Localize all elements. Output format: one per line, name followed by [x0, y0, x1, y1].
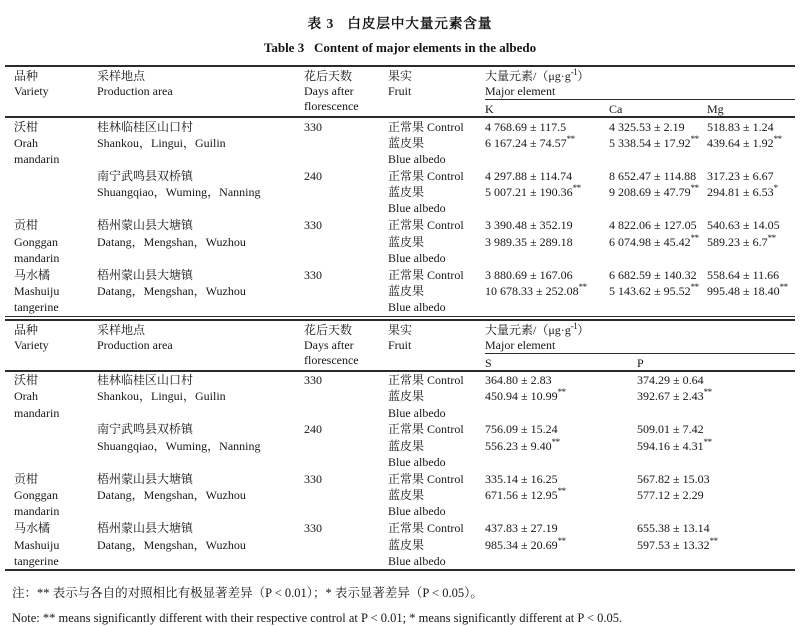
col-header-major-element: [485, 66, 795, 100]
table-row: [5, 421, 795, 438]
value-cell: 995.48 ± 18.40**: [707, 281, 788, 298]
value-cell: 577.12 ± 2.29: [637, 488, 704, 503]
value-cell: 6 682.59 ± 140.32: [609, 267, 697, 282]
value-cell: 594.16 ± 4.31**: [637, 436, 712, 453]
col-header-fruit-en: Fruit: [388, 84, 412, 98]
variety-zh: 贡柑: [14, 471, 39, 486]
variety-en: Mashuiju: [14, 537, 60, 552]
significance-marker: **: [690, 232, 699, 243]
area-en: Datang，Mengshan，Wuzhou: [97, 283, 246, 298]
col-header-k: K: [485, 100, 609, 118]
col-header-area-zh: 采样地点: [97, 322, 146, 337]
variety-en: Orah: [14, 135, 38, 150]
value-cell-empty: [485, 405, 637, 421]
col-header-area-en: Production area: [97, 84, 173, 98]
value-cell: 5 338.54 ± 17.92**: [609, 133, 699, 150]
col-header-fruit: [388, 320, 485, 371]
col-header-s: S: [485, 353, 637, 371]
variety-zh: 马水橘: [14, 521, 51, 536]
col-header-variety-en: Variety: [14, 337, 49, 352]
value-cell: 374.29 ± 0.64: [637, 373, 704, 388]
value-cell: 597.53 ± 13.32**: [637, 535, 718, 552]
col-header-fruit-en: Fruit: [388, 337, 412, 352]
major-element-unit: 大量元素$/(\mu g\cdot g^{-1})$: [485, 320, 590, 337]
table-row: [5, 167, 795, 184]
fruit-cell: Blue albedo: [388, 405, 446, 420]
variety-en: mandarin: [14, 250, 60, 265]
area-cell: [97, 217, 304, 266]
variety-cell: [5, 520, 97, 570]
col-header-fruit: [388, 66, 485, 117]
table-half-sp: [5, 319, 795, 572]
value-cell-empty: [609, 151, 707, 167]
value-cell: 4 297.88 ± 114.74: [485, 168, 573, 183]
variety-cell: [5, 371, 97, 471]
unit-exponent: -1: [570, 67, 578, 77]
col-header-days-en2: florescence: [304, 99, 359, 113]
area-cell: [97, 167, 304, 216]
days-cell: 330: [304, 471, 322, 486]
col-header-variety-en: Variety: [14, 84, 49, 98]
value-cell: 509.01 ± 7.42: [637, 422, 704, 437]
area-zh: 梧州蒙山县大塘镇: [97, 218, 194, 233]
fruit-cell: Blue albedo: [388, 455, 446, 470]
significance-marker: **: [709, 535, 718, 546]
fruit-cell: 蓝皮果: [388, 438, 425, 453]
significance-marker: **: [703, 387, 712, 398]
table-titles: [0, 0, 800, 56]
value-cell: 317.23 ± 6.67: [707, 168, 774, 183]
value-cell-empty: [637, 553, 795, 570]
value-cell: 439.64 ± 1.92**: [707, 133, 782, 150]
value-cell: 567.82 ± 15.03: [637, 471, 710, 486]
days-cell: 330: [304, 218, 322, 233]
value-cell-empty: [609, 250, 707, 266]
value-cell: 450.94 ± 10.99**: [485, 387, 566, 404]
area-cell: [97, 470, 304, 519]
col-header-ca: Ca: [609, 100, 707, 118]
variety-cell: [5, 117, 97, 217]
value-cell-empty: [485, 200, 609, 216]
col-header-area-en: Production area: [97, 337, 173, 352]
value-cell: 756.09 ± 15.24: [485, 422, 558, 437]
significance-marker: **: [557, 535, 566, 546]
days-cell: 240: [304, 422, 322, 437]
value-cell: 9 208.69 ± 47.79**: [609, 183, 699, 200]
fruit-cell: 蓝皮果: [388, 185, 425, 200]
major-element-unit: 大量元素$/(\mu g\cdot g^{-1})$: [485, 67, 590, 83]
area-en: Shankou，Lingui，Guilin: [97, 389, 226, 404]
area-zh: 梧州蒙山县大塘镇: [97, 267, 194, 282]
col-header-days-zh: 花后天数: [304, 69, 353, 83]
value-cell: 6 167.24 ± 74.57**: [485, 133, 575, 150]
table-half-kcamg: [5, 65, 795, 317]
variety-zh: 沃柑: [14, 373, 39, 388]
fruit-cell: Blue albedo: [388, 250, 446, 265]
area-en: Shuangqiao，Wuming，Nanning: [97, 185, 261, 200]
area-zh: 桂林临桂区山口村: [97, 373, 194, 388]
value-cell: 558.64 ± 11.66: [707, 267, 780, 282]
significance-marker: **: [557, 486, 566, 497]
significance-marker: **: [578, 281, 587, 292]
fruit-cell: 正常果 Control: [388, 521, 464, 536]
value-cell-empty: [707, 200, 795, 216]
area-cell: [97, 371, 304, 421]
fruit-cell: 蓝皮果: [388, 488, 425, 503]
col-header-variety-zh: 品种: [14, 69, 39, 83]
value-cell: 10 678.33 ± 252.08**: [485, 281, 587, 298]
area-cell: [97, 117, 304, 167]
header-row: [5, 66, 795, 100]
note-zh: 注：** 表示与各自的对照相比有极显著差异（P < 0.01）；* 表示显著差异（P < 0.05）。: [12, 586, 483, 601]
fruit-cell: 正常果 Control: [388, 471, 464, 486]
value-cell: 589.23 ± 6.7**: [707, 232, 776, 249]
table-row: [5, 117, 795, 135]
fruit-cell: 蓝皮果: [388, 389, 425, 404]
fruit-cell: 正常果 Control: [388, 373, 464, 388]
col-header-variety: [5, 66, 97, 117]
value-cell: 6 074.98 ± 45.42**: [609, 232, 699, 249]
variety-zh: 沃柑: [14, 119, 39, 134]
area-en: Shankou，Lingui，Guilin: [97, 135, 226, 150]
value-cell: 4 822.06 ± 127.05: [609, 218, 697, 233]
value-cell: 392.67 ± 2.43**: [637, 387, 712, 404]
area-en: Datang，Mengshan，Wuzhou: [97, 537, 246, 552]
variety-en: Gonggan: [14, 234, 58, 249]
col-header-days-zh: 花后天数: [304, 322, 353, 337]
variety-en: mandarin: [14, 405, 60, 420]
fruit-cell: Blue albedo: [388, 300, 446, 315]
col-header-days-en2: florescence: [304, 352, 359, 367]
significance-marker: **: [572, 183, 581, 194]
col-header-days-en1: Days after: [304, 337, 354, 352]
unit-exponent: -1: [570, 320, 578, 331]
major-element-en: Major element: [485, 337, 556, 352]
fruit-cell: 蓝皮果: [388, 135, 425, 150]
significance-marker: **: [690, 133, 699, 144]
value-cell-empty: [485, 250, 609, 266]
col-header-variety: [5, 320, 97, 371]
area-zh: 南宁武鸣县双桥镇: [97, 168, 194, 183]
col-header-fruit-zh: 果实: [388, 69, 413, 83]
fruit-cell: 正常果 Control: [388, 267, 464, 282]
fruit-cell: 正常果 Control: [388, 119, 464, 134]
variety-zh: 贡柑: [14, 218, 39, 233]
variety-en: Mashuiju: [14, 283, 60, 298]
value-cell-empty: [609, 200, 707, 216]
col-header-variety-zh: 品种: [14, 322, 39, 337]
fruit-cell: 蓝皮果: [388, 537, 425, 552]
area-cell: [97, 421, 304, 470]
col-header-area: [97, 66, 304, 117]
fruit-cell: Blue albedo: [388, 152, 446, 167]
area-zh: 桂林临桂区山口村: [97, 119, 194, 134]
area-en: Datang，Mengshan，Wuzhou: [97, 234, 246, 249]
value-cell: 4 768.69 ± 117.5: [485, 119, 567, 134]
variety-cell: [5, 217, 97, 266]
variety-en: mandarin: [14, 152, 60, 167]
variety-en: tangerine: [14, 553, 59, 568]
value-cell: 3 880.69 ± 167.06: [485, 267, 573, 282]
value-cell: 5 007.21 ± 190.36**: [485, 183, 581, 200]
significance-marker: **: [703, 436, 712, 447]
table-row: [5, 266, 795, 283]
value-cell-empty: [485, 454, 637, 470]
significance-marker: **: [557, 387, 566, 398]
fruit-cell: 正常果 Control: [388, 422, 464, 437]
area-zh: 梧州蒙山县大塘镇: [97, 471, 194, 486]
area-cell: [97, 266, 304, 316]
area-zh: 梧州蒙山县大塘镇: [97, 521, 194, 536]
table-row: [5, 371, 795, 389]
area-en: Shuangqiao，Wuming，Nanning: [97, 438, 261, 453]
col-header-days: [304, 66, 388, 117]
value-cell: 655.38 ± 13.14: [637, 521, 710, 536]
significance-marker: **: [773, 133, 782, 144]
value-cell: 8 652.47 ± 114.88: [609, 168, 697, 183]
header-row: [5, 320, 795, 354]
days-cell: 330: [304, 119, 322, 134]
value-cell-empty: [637, 454, 795, 470]
value-cell-empty: [707, 299, 795, 316]
significance-marker: **: [566, 133, 575, 144]
note-en: Note: ** means significantly different with their respective control at P < 0.01; * means significantly different at P < 0.05.: [12, 611, 623, 626]
value-cell-empty: [485, 151, 609, 167]
significance-marker: **: [690, 183, 699, 194]
value-cell: 3 989.35 ± 289.18: [485, 234, 573, 249]
col-header-area: [97, 320, 304, 371]
fruit-cell: 蓝皮果: [388, 283, 425, 298]
significance-marker: **: [767, 232, 776, 243]
table-notes: [12, 586, 800, 626]
fruit-cell: Blue albedo: [388, 553, 446, 568]
fruit-cell: 正常果 Control: [388, 168, 464, 183]
fruit-cell: 正常果 Control: [388, 218, 464, 233]
significance-marker: *: [773, 183, 778, 194]
col-header-mg: Mg: [707, 100, 795, 118]
area-zh: 南宁武鸣县双桥镇: [97, 422, 194, 437]
value-cell: 671.56 ± 12.95**: [485, 486, 566, 503]
fruit-cell: Blue albedo: [388, 504, 446, 519]
value-cell-empty: [485, 553, 637, 570]
value-cell-empty: [637, 503, 795, 519]
variety-en: mandarin: [14, 504, 60, 519]
variety-en: Gonggan: [14, 488, 58, 503]
table-row: [5, 470, 795, 487]
fruit-cell: Blue albedo: [388, 201, 446, 216]
col-header-fruit-zh: 果实: [388, 322, 413, 337]
days-cell: 330: [304, 267, 322, 282]
table-row: [5, 217, 795, 234]
value-cell: 335.14 ± 16.25: [485, 471, 558, 486]
value-cell: 985.34 ± 20.69**: [485, 535, 566, 552]
days-cell: 330: [304, 373, 322, 388]
significance-marker: **: [690, 281, 699, 292]
variety-zh: 马水橘: [14, 267, 51, 282]
value-cell: 437.83 ± 27.19: [485, 521, 558, 536]
value-cell: 3 390.48 ± 352.19: [485, 218, 573, 233]
value-cell-empty: [609, 299, 707, 316]
value-cell-empty: [707, 151, 795, 167]
table-title-zh: 表 3 白皮层中大量元素含量: [307, 16, 493, 31]
variety-en: Orah: [14, 389, 38, 404]
value-cell-empty: [485, 503, 637, 519]
variety-cell: [5, 266, 97, 316]
col-header-major-element: [485, 320, 795, 354]
days-cell: 330: [304, 521, 322, 536]
col-header-days-en1: Days after: [304, 84, 354, 98]
variety-en: tangerine: [14, 300, 59, 315]
value-cell: 556.23 ± 9.40**: [485, 436, 560, 453]
value-cell: 518.83 ± 1.24: [707, 119, 774, 134]
major-element-en: Major element: [485, 84, 556, 98]
days-cell: 240: [304, 168, 322, 183]
value-cell-empty: [707, 250, 795, 266]
col-header-area-zh: 采样地点: [97, 69, 146, 83]
value-cell: 364.80 ± 2.83: [485, 373, 552, 388]
col-header-days: [304, 320, 388, 371]
value-cell: 4 325.53 ± 2.19: [609, 119, 685, 134]
table-title-en: Table 3 Content of major elements in the albedo: [263, 40, 537, 55]
value-cell: 294.81 ± 6.53*: [707, 183, 778, 200]
fruit-cell: 蓝皮果: [388, 234, 425, 249]
value-cell-empty: [485, 299, 609, 316]
value-cell: 540.63 ± 14.05: [707, 218, 780, 233]
col-header-p: P: [637, 353, 795, 371]
significance-marker: **: [779, 281, 788, 292]
area-en: Datang，Mengshan，Wuzhou: [97, 488, 246, 503]
value-cell: 5 143.62 ± 95.52**: [609, 281, 699, 298]
value-cell-empty: [637, 405, 795, 421]
area-cell: [97, 520, 304, 570]
variety-cell: [5, 470, 97, 519]
table-row: [5, 520, 795, 537]
significance-marker: **: [551, 436, 560, 447]
